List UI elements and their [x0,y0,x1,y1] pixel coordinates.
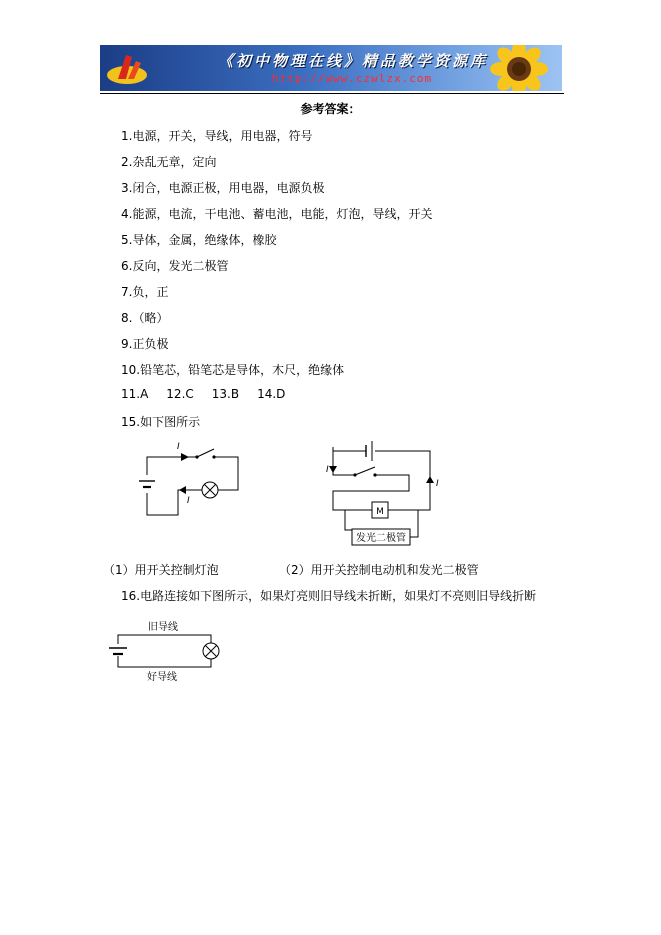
current-arrow-icon [329,466,337,473]
current-label-bottom: I [187,496,190,506]
current-label-right: I [436,479,439,489]
answer-14: 14.D [257,387,286,401]
answer-1: 1.电源，开关，导线，用电器，符号 [121,129,313,143]
answers-heading: 参考答案： [300,102,361,116]
switch-2 [355,467,375,475]
answer-12: 12.C [166,387,194,401]
banner-url[interactable]: http://www.czwlzx.com [272,72,433,85]
answer-16: 16.电路连接如下图所示，如果灯亮则旧导线未折断，如果灯不亮则旧导线折断 [121,589,537,603]
switch-1 [197,449,214,457]
old-wire-label: 旧导线 [148,622,178,633]
answer-11: 11.A [121,387,149,401]
current-arrow-icon [179,486,186,494]
answer-5: 5.导体，金属，绝缘体，橡胶 [121,233,277,247]
answer-15: 15.如下图所示 [121,415,201,429]
current-label-top: I [177,442,180,452]
caption-1: （1）用开关控制灯泡 [103,563,219,577]
answer-9: 9.正负极 [121,337,169,351]
answer-7: 7.负，正 [121,285,169,299]
answer-3: 3.闭合，电源正极，用电器，电源负极 [121,181,325,195]
caption-2: （2）用开关控制电动机和发光二极管 [279,563,479,577]
answer-2: 2.杂乱无章，定向 [121,155,217,169]
current-arrow-icon [181,453,189,461]
led-box-label: 发光二极管 [356,533,406,544]
answer-8: 8.（略） [121,311,169,325]
current-arrow-icon [426,476,434,483]
answer-10: 10.铅笔芯，铅笔芯是导体，木尺，绝缘体 [121,363,345,377]
good-wire-label: 好导线 [147,672,177,683]
motor-symbol: M [376,507,384,517]
current-label-left: I [326,465,329,475]
banner-title: 《初中物理在线》精品教学资源库 [218,52,489,70]
answer-6: 6.反向，发光二极管 [121,259,229,273]
answer-4: 4.能源，电流，干电池、蓄电池，电能，灯泡，导线，开关 [121,207,433,221]
answer-13: 13.B [211,387,240,401]
